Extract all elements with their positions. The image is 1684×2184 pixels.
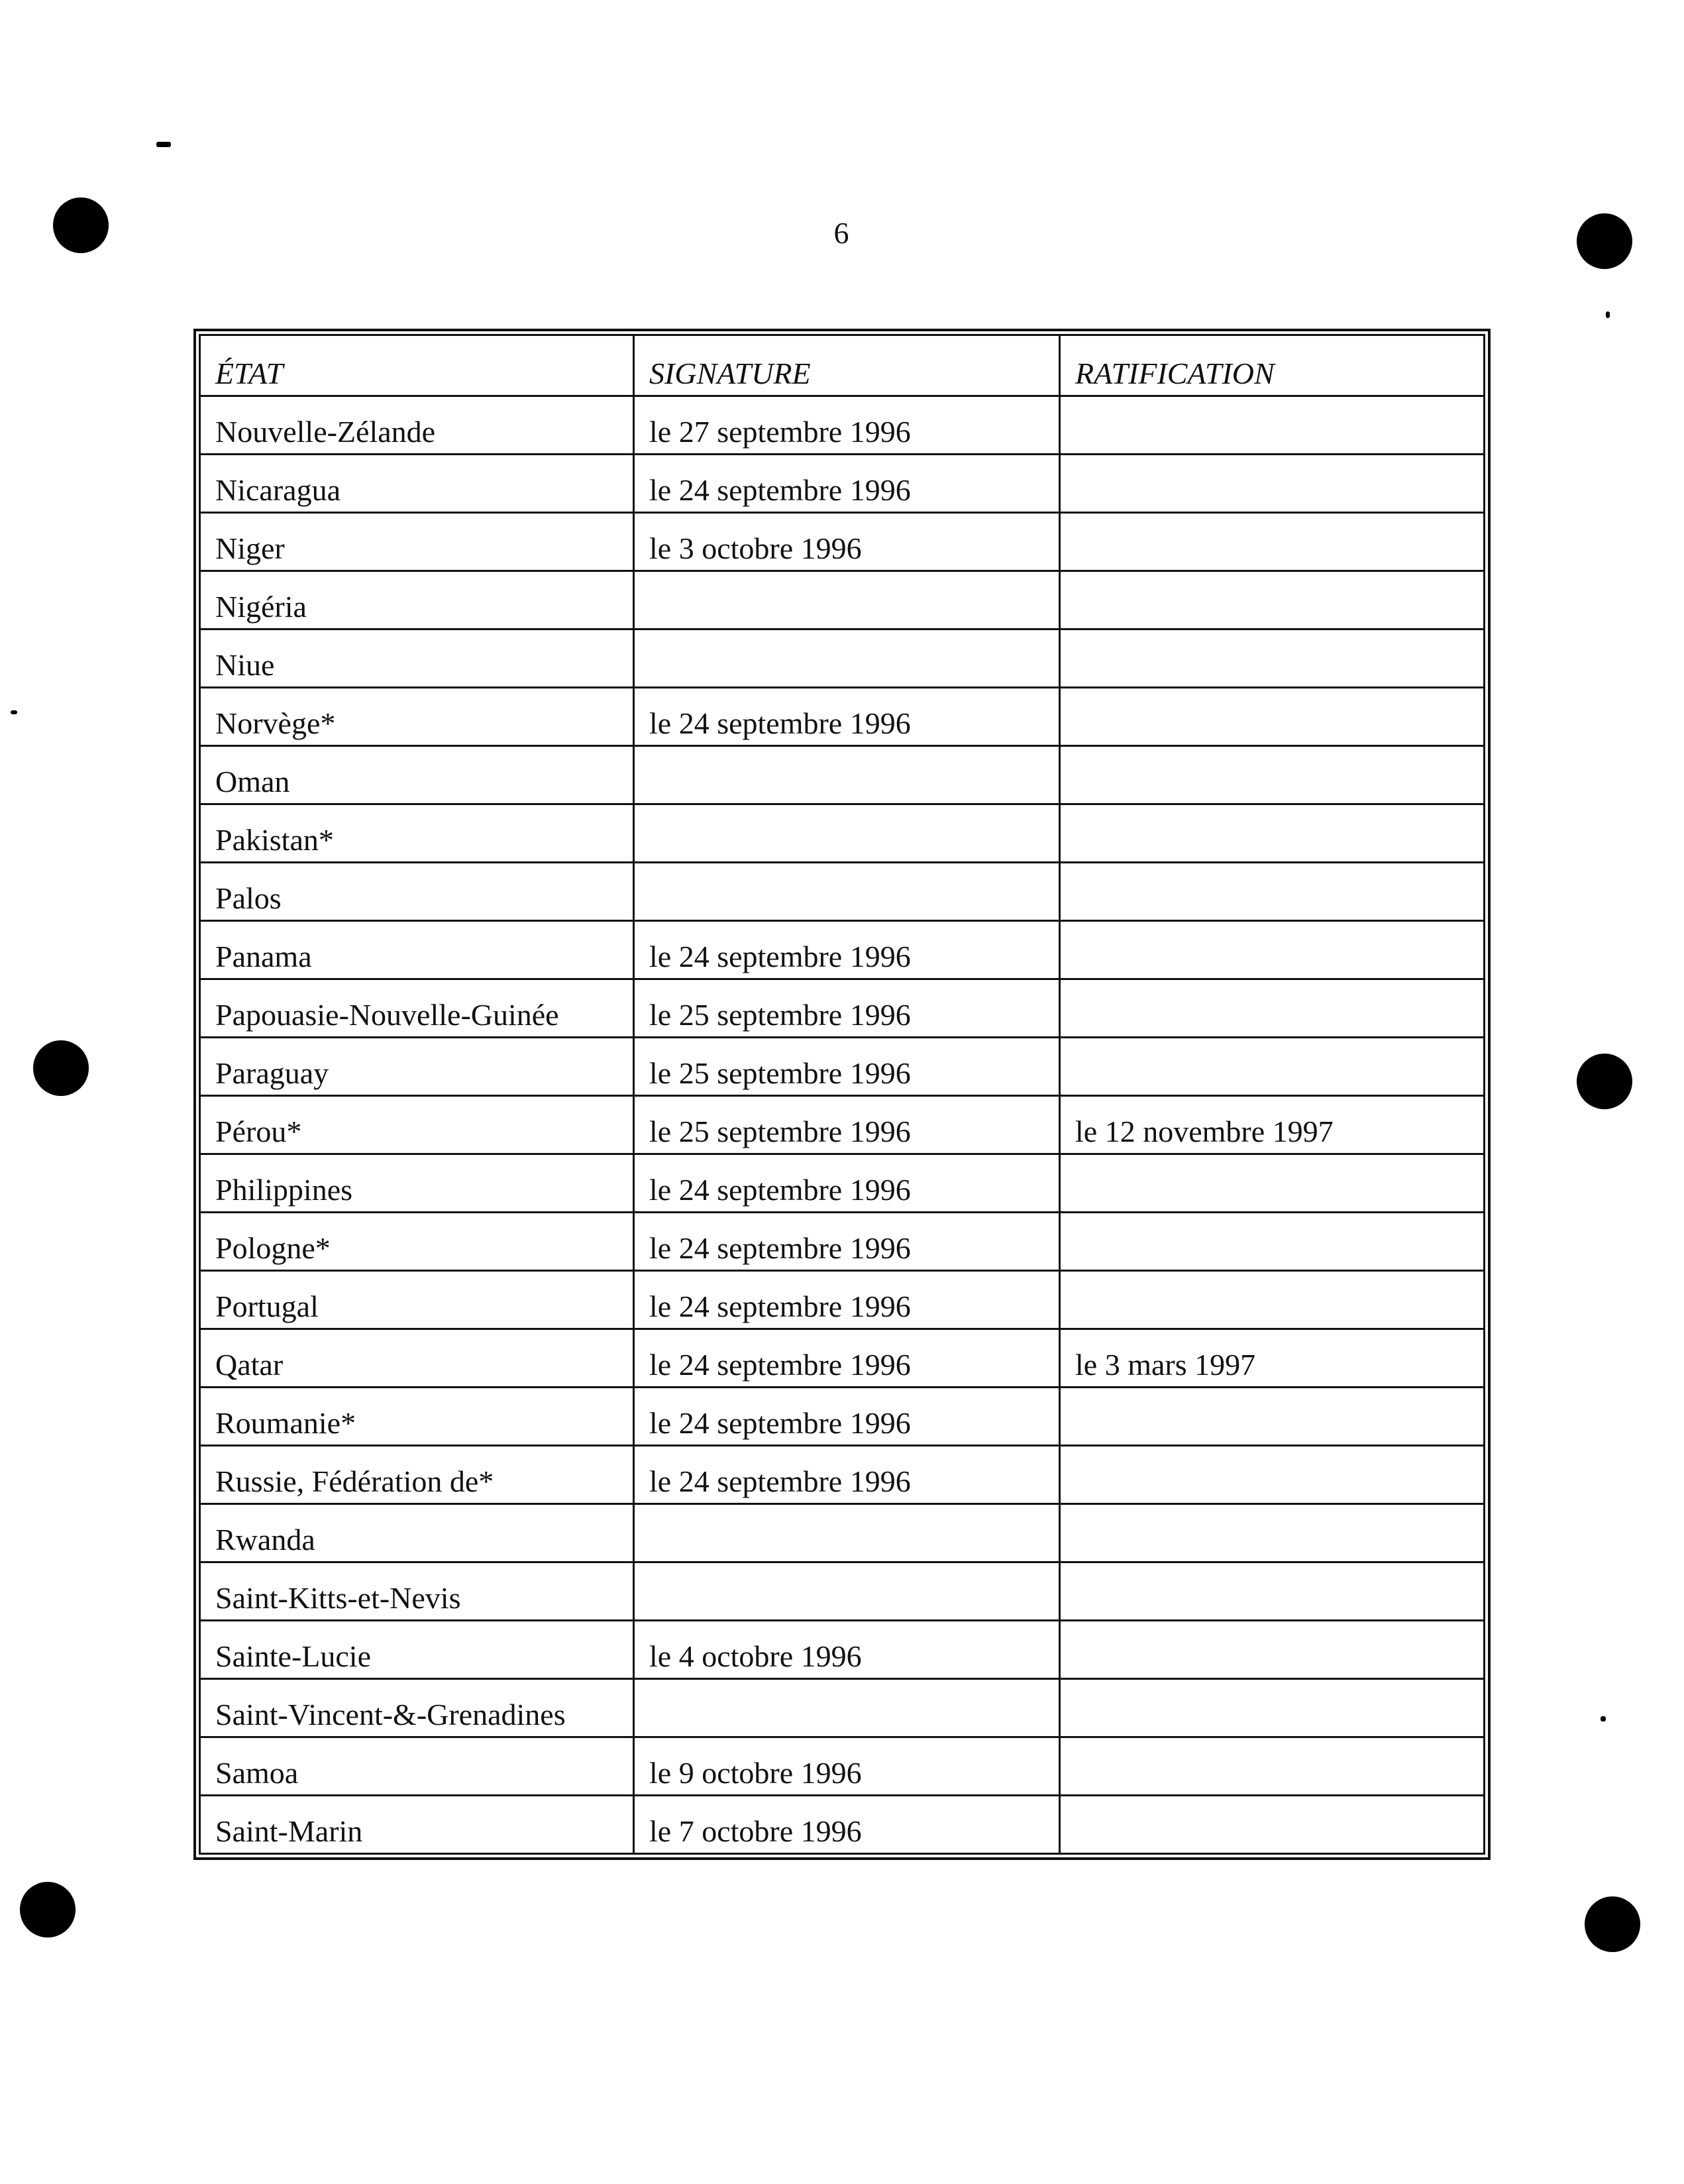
signature-cell: le 9 octobre 1996 bbox=[634, 1737, 1060, 1796]
page-number: 6 bbox=[833, 216, 849, 250]
scan-speck bbox=[1606, 311, 1610, 318]
header-state: ÉTAT bbox=[200, 335, 634, 396]
state-cell: Roumanie* bbox=[200, 1388, 634, 1446]
signature-cell: le 24 septembre 1996 bbox=[634, 1446, 1060, 1504]
punch-hole-top-left bbox=[53, 197, 109, 253]
state-cell: Nouvelle-Zélande bbox=[200, 396, 634, 455]
signature-cell bbox=[634, 746, 1060, 804]
signature-cell bbox=[634, 863, 1060, 921]
table-row bbox=[200, 513, 1485, 571]
signature-cell bbox=[634, 804, 1060, 863]
state-cell: Qatar bbox=[200, 1329, 634, 1388]
ratification-cell bbox=[1060, 1679, 1485, 1737]
table-row bbox=[200, 863, 1485, 921]
signature-cell: le 25 septembre 1996 bbox=[634, 1096, 1060, 1154]
state-cell: Portugal bbox=[200, 1271, 634, 1329]
table-row bbox=[200, 1154, 1485, 1213]
state-cell: Palos bbox=[200, 863, 634, 921]
punch-hole-middle-left bbox=[33, 1040, 89, 1096]
state-cell: Pérou* bbox=[200, 1096, 634, 1154]
state-cell: Sainte-Lucie bbox=[200, 1621, 634, 1679]
table-row bbox=[200, 746, 1485, 804]
ratification-cell bbox=[1060, 1621, 1485, 1679]
table-row bbox=[200, 396, 1485, 455]
state-cell: Nigéria bbox=[200, 571, 634, 629]
header-signature: SIGNATURE bbox=[634, 335, 1060, 396]
table-body bbox=[200, 396, 1485, 1854]
signature-cell: le 24 septembre 1996 bbox=[634, 1388, 1060, 1446]
ratification-cell bbox=[1060, 1446, 1485, 1504]
ratification-cell: le 12 novembre 1997 bbox=[1060, 1096, 1485, 1154]
table-row bbox=[200, 979, 1485, 1038]
signature-cell bbox=[634, 1679, 1060, 1737]
signature-cell: le 24 septembre 1996 bbox=[634, 1271, 1060, 1329]
table-row bbox=[200, 1562, 1485, 1621]
ratification-cell bbox=[1060, 396, 1485, 455]
ratification-cell bbox=[1060, 1796, 1485, 1854]
state-cell: Philippines bbox=[200, 1154, 634, 1213]
state-cell: Pologne* bbox=[200, 1213, 634, 1271]
ratification-cell bbox=[1060, 513, 1485, 571]
state-cell: Oman bbox=[200, 746, 634, 804]
signature-cell: le 7 octobre 1996 bbox=[634, 1796, 1060, 1854]
table-row bbox=[200, 1446, 1485, 1504]
ratification-cell bbox=[1060, 571, 1485, 629]
table-header-row bbox=[200, 335, 1485, 396]
signature-cell: le 24 septembre 1996 bbox=[634, 455, 1060, 513]
signature-status-table bbox=[199, 334, 1485, 1855]
punch-hole-bottom-right bbox=[1585, 1896, 1640, 1952]
signature-status-table-frame bbox=[193, 329, 1491, 1860]
table-row bbox=[200, 1621, 1485, 1679]
signature-cell: le 24 septembre 1996 bbox=[634, 921, 1060, 979]
ratification-cell bbox=[1060, 1388, 1485, 1446]
punch-hole-bottom-left bbox=[20, 1882, 76, 1938]
punch-hole-middle-right bbox=[1577, 1054, 1632, 1109]
signature-cell: le 24 septembre 1996 bbox=[634, 1213, 1060, 1271]
state-cell: Norvège* bbox=[200, 688, 634, 746]
signature-cell bbox=[634, 1562, 1060, 1621]
state-cell: Paraguay bbox=[200, 1038, 634, 1096]
ratification-cell: le 3 mars 1997 bbox=[1060, 1329, 1485, 1388]
state-cell: Rwanda bbox=[200, 1504, 634, 1562]
table-row bbox=[200, 1096, 1485, 1154]
state-cell: Pakistan* bbox=[200, 804, 634, 863]
signature-cell: le 25 septembre 1996 bbox=[634, 1038, 1060, 1096]
table-row bbox=[200, 921, 1485, 979]
table-row bbox=[200, 1329, 1485, 1388]
table-row bbox=[200, 1038, 1485, 1096]
state-cell: Panama bbox=[200, 921, 634, 979]
ratification-cell bbox=[1060, 1504, 1485, 1562]
signature-cell: le 3 octobre 1996 bbox=[634, 513, 1060, 571]
signature-cell: le 27 septembre 1996 bbox=[634, 396, 1060, 455]
signature-cell bbox=[634, 571, 1060, 629]
scan-speck bbox=[156, 142, 171, 147]
signature-cell: le 25 septembre 1996 bbox=[634, 979, 1060, 1038]
ratification-cell bbox=[1060, 746, 1485, 804]
state-cell: Saint-Vincent-&-Grenadines bbox=[200, 1679, 634, 1737]
table-row bbox=[200, 1737, 1485, 1796]
state-cell: Nicaragua bbox=[200, 455, 634, 513]
table-row bbox=[200, 688, 1485, 746]
table-row bbox=[200, 571, 1485, 629]
scan-speck bbox=[11, 710, 17, 714]
table-row bbox=[200, 1796, 1485, 1854]
state-cell: Russie, Fédération de* bbox=[200, 1446, 634, 1504]
table-row bbox=[200, 455, 1485, 513]
table-row bbox=[200, 629, 1485, 688]
ratification-cell bbox=[1060, 1213, 1485, 1271]
state-cell: Saint-Kitts-et-Nevis bbox=[200, 1562, 634, 1621]
table-row bbox=[200, 1271, 1485, 1329]
table-row bbox=[200, 804, 1485, 863]
ratification-cell bbox=[1060, 863, 1485, 921]
state-cell: Saint-Marin bbox=[200, 1796, 634, 1854]
signature-cell: le 24 septembre 1996 bbox=[634, 1329, 1060, 1388]
state-cell: Papouasie-Nouvelle-Guinée bbox=[200, 979, 634, 1038]
ratification-cell bbox=[1060, 629, 1485, 688]
table-row bbox=[200, 1388, 1485, 1446]
state-cell: Niue bbox=[200, 629, 634, 688]
table-row bbox=[200, 1213, 1485, 1271]
ratification-cell bbox=[1060, 455, 1485, 513]
ratification-cell bbox=[1060, 1737, 1485, 1796]
ratification-cell bbox=[1060, 688, 1485, 746]
scan-speck bbox=[1601, 1716, 1606, 1721]
ratification-cell bbox=[1060, 1038, 1485, 1096]
punch-hole-top-right bbox=[1577, 213, 1632, 269]
header-ratification: RATIFICATION bbox=[1060, 335, 1485, 396]
ratification-cell bbox=[1060, 1271, 1485, 1329]
ratification-cell bbox=[1060, 921, 1485, 979]
signature-cell: le 24 septembre 1996 bbox=[634, 688, 1060, 746]
signature-cell: le 24 septembre 1996 bbox=[634, 1154, 1060, 1213]
ratification-cell bbox=[1060, 979, 1485, 1038]
table-row bbox=[200, 1679, 1485, 1737]
ratification-cell bbox=[1060, 804, 1485, 863]
table-row bbox=[200, 1504, 1485, 1562]
state-cell: Samoa bbox=[200, 1737, 634, 1796]
signature-cell bbox=[634, 629, 1060, 688]
ratification-cell bbox=[1060, 1562, 1485, 1621]
ratification-cell bbox=[1060, 1154, 1485, 1213]
signature-cell: le 4 octobre 1996 bbox=[634, 1621, 1060, 1679]
state-cell: Niger bbox=[200, 513, 634, 571]
signature-cell bbox=[634, 1504, 1060, 1562]
